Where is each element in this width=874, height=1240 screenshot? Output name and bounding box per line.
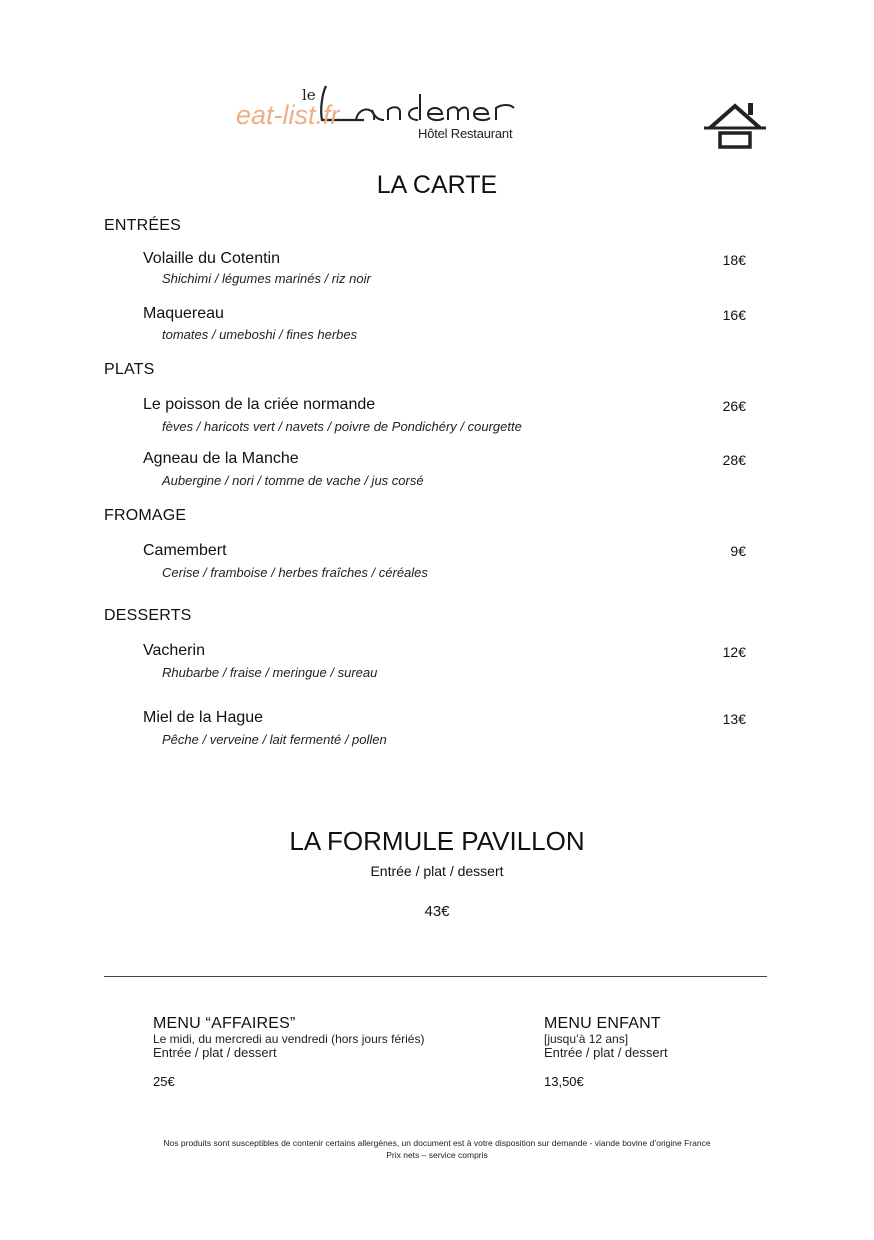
logo-subtitle: Hôtel Restaurant (418, 126, 513, 141)
menu-affaires-conditions: Le midi, du mercredi au vendredi (hors jours fériés) (153, 1032, 425, 1046)
divider (104, 976, 767, 977)
formule-price: 43€ (424, 903, 450, 920)
logo-le-text: le (302, 86, 316, 104)
dish-name: Agneau de la Manche (143, 450, 299, 467)
formule-subtitle: Entrée / plat / dessert (370, 863, 504, 879)
dish-description: fèves / haricots vert / navets / poivre de Pondichéry / courgette (162, 419, 522, 434)
dish-name: Miel de la Hague (143, 709, 264, 726)
footer-prices: Prix nets – service compris (386, 1150, 488, 1160)
dish-price: 12€ (722, 644, 746, 660)
dish-description: Shichimi / légumes marinés / riz noir (162, 271, 371, 286)
menu-enfant-price: 13,50€ (544, 1074, 584, 1089)
menu-affaires-title: MENU “AFFAIRES” (153, 1015, 296, 1032)
section-desserts: DESSERTS (104, 607, 192, 624)
dish-name: Camembert (143, 542, 227, 559)
dish-description: Cerise / framboise / herbes fraîches / céréales (162, 565, 428, 580)
formule-title: LA FORMULE PAVILLON (289, 826, 585, 856)
dish-price: 9€ (730, 543, 746, 559)
menu-affaires (153, 1015, 493, 1089)
dish-price: 28€ (722, 452, 746, 468)
menu-enfant-conditions: [jusqu’à 12 ans] (544, 1032, 629, 1046)
house-icon (704, 101, 766, 156)
dish-price: 16€ (722, 307, 746, 323)
dish-description: Aubergine / nori / tomme de vache / jus corsé (162, 473, 424, 488)
dish-name: Vacherin (143, 642, 205, 659)
dish-name: Volaille du Cotentin (143, 250, 280, 267)
carte-title: LA CARTE (376, 171, 498, 199)
dish-name: Le poisson de la criée normande (143, 396, 376, 413)
menu-enfant (544, 1015, 784, 1089)
menu-enfant-title: MENU ENFANT (544, 1015, 661, 1032)
dish-name: Maquereau (143, 305, 224, 322)
menu-enfant-courses: Entrée / plat / dessert (544, 1045, 668, 1060)
dish-description: tomates / umeboshi / fines herbes (162, 327, 358, 342)
dish-price: 26€ (722, 398, 746, 414)
menu-affaires-courses: Entrée / plat / dessert (153, 1045, 277, 1060)
dish-description: Pêche / verveine / lait fermenté / pollen (162, 732, 387, 747)
menu-affaires-price: 25€ (153, 1074, 175, 1089)
section-fromage: FROMAGE (104, 507, 187, 524)
section-plats: PLATS (104, 361, 155, 378)
dish-price: 18€ (722, 252, 746, 268)
section-entrees: ENTRÉES (104, 217, 181, 234)
watermark: eat-list.fr (236, 100, 340, 130)
dish-price: 13€ (722, 711, 746, 727)
footer-allergens: Nos produits sont susceptibles de contenir certains allergènes, un document est à votre disposition sur demande - viande bovine d’origine France (163, 1138, 711, 1148)
restaurant-logo (236, 78, 536, 144)
dish-description: Rhubarbe / fraise / meringue / sureau (162, 665, 378, 680)
